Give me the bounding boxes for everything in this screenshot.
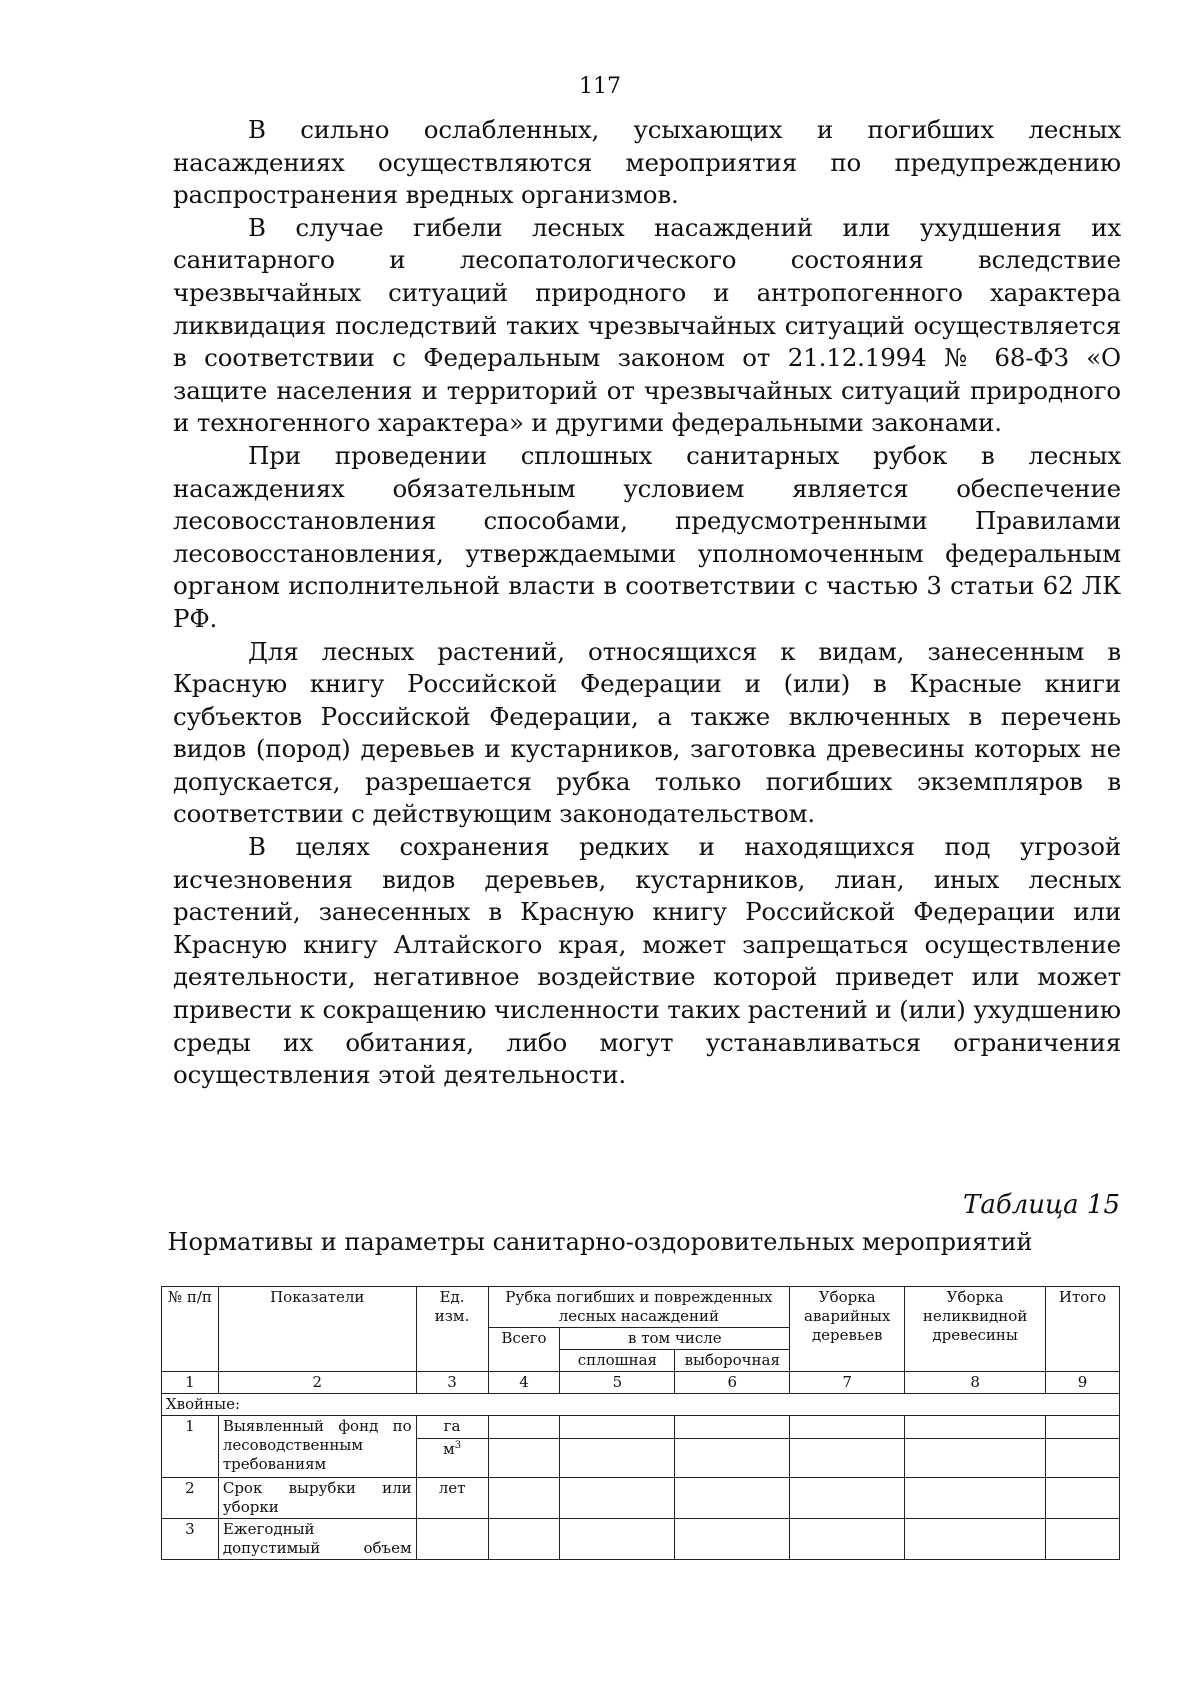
paragraph: При проведении сплошных санитарных рубок в лесных насаждениях обязательным условием является обеспечение лесовосстановления способами, предусмотренными Правилами лесовосстановления, утверждаемыми уполномоченным федеральным органом исполнительной власти в соответствии с частью 3 статьи 62 ЛК РФ. [173,440,1121,633]
empty-cell [905,1519,1046,1560]
header-selective: выборочная [675,1350,790,1372]
column-number: 9 [1046,1372,1120,1394]
header-unit: Ед. изм. [416,1287,488,1372]
empty-cell [905,1478,1046,1519]
paragraph: В случае гибели лесных насаждений или ухудшения их санитарного и лесопатологического состояния вследствие чрезвычайных ситуаций природного и антропогенного характера ликвидация последствий таких чрезвычайных ситуаций осуществляется в соответствии с Федеральным законом от 21.12.1994 № 68-ФЗ «О защите населения и территорий от чрезвычайных ситуаций природного и техногенного характера» и другими федеральными законами. [173,212,1121,438]
header-total: Итого [1046,1287,1120,1372]
empty-cell [790,1519,905,1560]
empty-cell [1046,1416,1120,1439]
unit-superscript: 3 [454,1440,462,1451]
empty-cell [1046,1519,1120,1560]
column-number: 8 [905,1372,1046,1394]
empty-cell [790,1478,905,1519]
header-num: № п/п [162,1287,219,1372]
row-num: 1 [162,1416,219,1478]
empty-cell [1046,1439,1120,1478]
row-unit: лет [416,1478,488,1519]
empty-cell [675,1519,790,1560]
empty-cell [488,1519,560,1560]
norms-table [161,1286,1120,1560]
header-illiquid: Уборка неликвидной древесины [905,1287,1046,1372]
section-label: Хвойные: [162,1394,1120,1416]
row-unit [416,1519,488,1560]
paragraph: В целях сохранения редких и находящихся под угрозой исчезновения видов деревьев, кустарников, лиан, иных лесных растений, занесенных в Красную книгу Российской Федерации или Красную книгу Алтайского края, может запрещаться осуществление деятельности, негативное воздействие которой приведет или может привести к сокращению численности таких растений и (или) ухудшению среды их обитания, либо могут устанавливаться ограничения осуществления этой деятельности. [173,832,1121,1090]
unit-text: м [443,1440,455,1458]
column-number-row [162,1372,1120,1394]
empty-cell [560,1439,675,1478]
row-unit: га [416,1416,488,1439]
table-row [162,1416,1120,1439]
section-row [162,1394,1120,1416]
empty-cell [488,1478,560,1519]
column-number: 7 [790,1372,905,1394]
table-title: Нормативы и параметры санитарно-оздоровительных мероприятий [167,1228,1033,1256]
row-unit [416,1439,488,1478]
column-number: 1 [162,1372,219,1394]
paragraph: Для лесных растений, относящихся к видам, занесенным в Красную книгу Российской Федерации и (или) в Красные книги субъектов Российской Федерации, а также включенных в перечень видов (пород) деревьев и кустарников, заготовка древесины которых не допускается, разрешается рубка только погибших экземпляров в соответствии с действующим законодательством. [173,636,1121,829]
row-indicator: Ежегодный допустимый объем [218,1519,416,1560]
empty-cell [1046,1478,1120,1519]
table-label: Таблица 15 [962,1190,1120,1220]
row-num: 3 [162,1519,219,1560]
empty-cell [560,1478,675,1519]
column-number: 5 [560,1372,675,1394]
empty-cell [790,1416,905,1439]
empty-cell [488,1439,560,1478]
header-felling: Рубка погибших и поврежденных лесных насаждений [488,1287,790,1328]
header-emergency: Уборка аварийных деревьев [790,1287,905,1372]
column-number: 2 [218,1372,416,1394]
table-row [162,1519,1120,1560]
table-row [162,1478,1120,1519]
empty-cell [905,1416,1046,1439]
column-number: 4 [488,1372,560,1394]
empty-cell [905,1439,1046,1478]
header-total-all: Всего [488,1328,560,1372]
empty-cell [675,1478,790,1519]
row-indicator: Срок вырубки или уборки [218,1478,416,1519]
header-indicators: Показатели [218,1287,416,1372]
column-number: 6 [675,1372,790,1394]
page-number: 117 [579,74,621,99]
paragraph: В сильно ослабленных, усыхающих и погибших лесных насаждениях осуществляются мероприятия по предупреждению распространения вредных организмов. [173,115,1121,210]
body-text [173,114,1121,1092]
header-clear: сплошная [560,1350,675,1372]
empty-cell [488,1416,560,1439]
empty-cell [560,1519,675,1560]
empty-cell [560,1416,675,1439]
empty-cell [675,1439,790,1478]
empty-cell [675,1416,790,1439]
row-num: 2 [162,1478,219,1519]
row-indicator: Выявленный фонд по лесоводственным требованиям [218,1416,416,1478]
column-number: 3 [416,1372,488,1394]
empty-cell [790,1439,905,1478]
header-including: в том числе [560,1328,790,1350]
table-header-row [162,1287,1120,1328]
